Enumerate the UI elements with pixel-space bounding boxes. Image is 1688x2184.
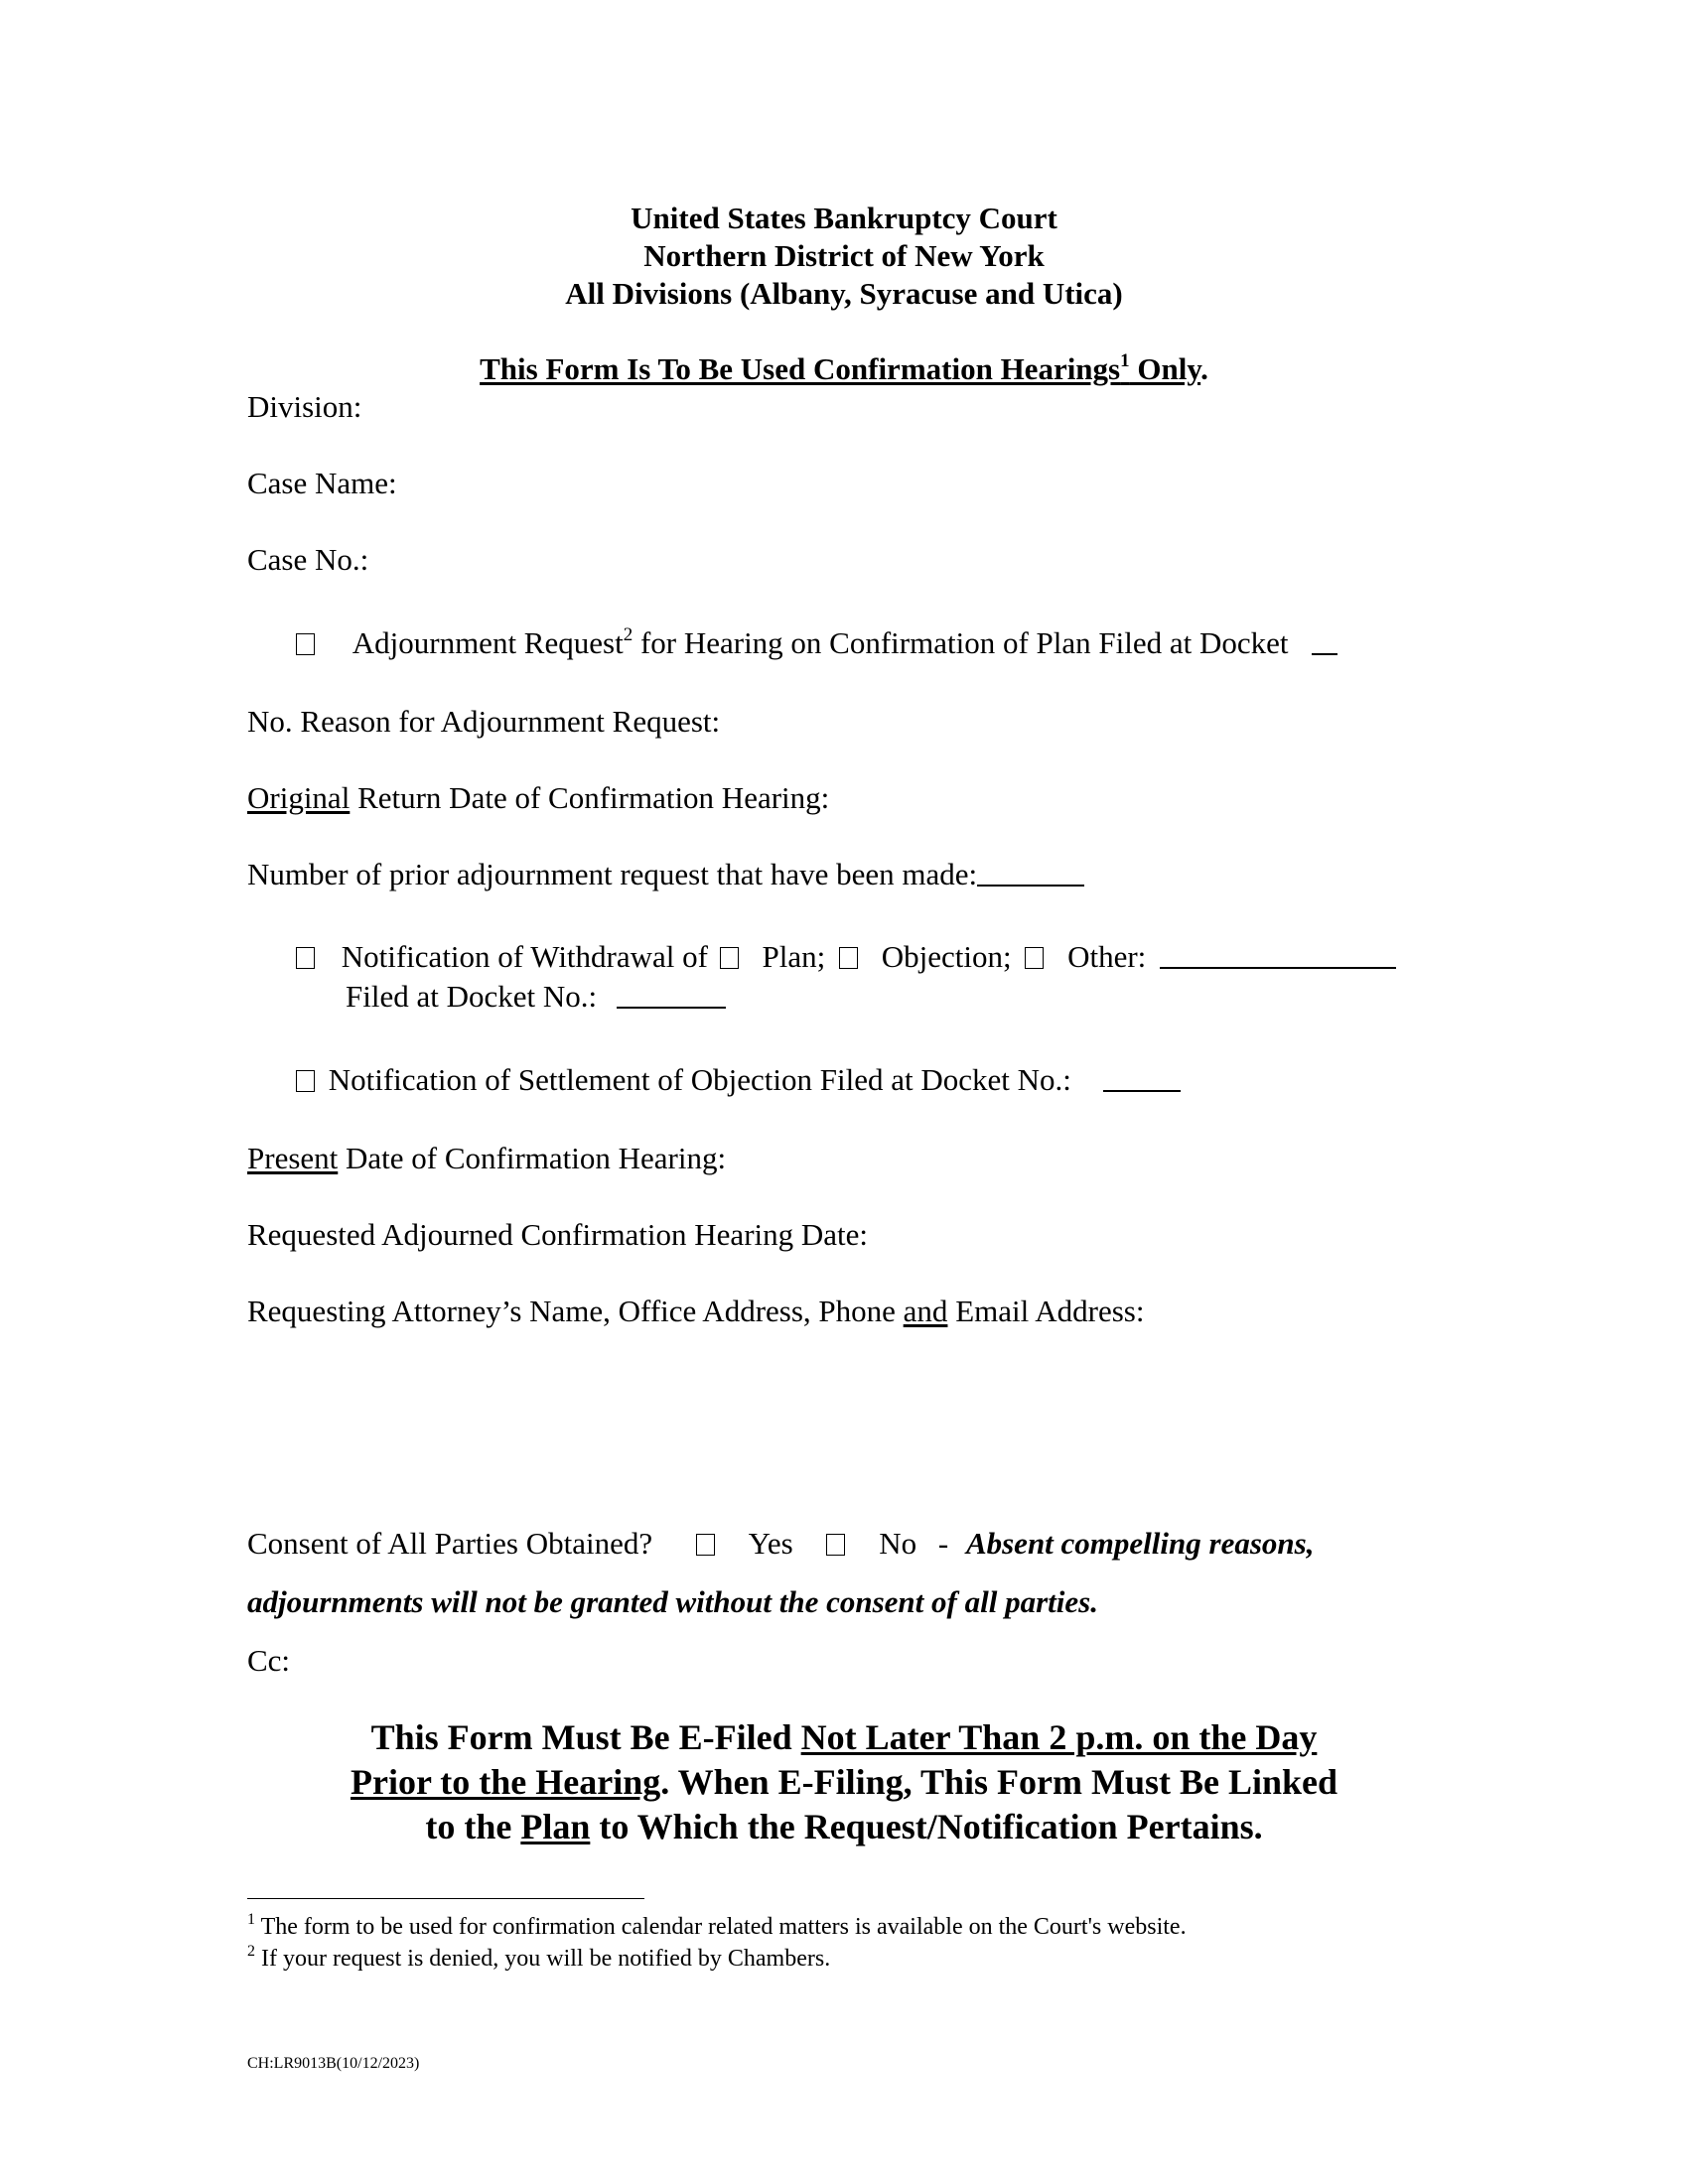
consent-warning-2: adjournments will not be granted without the consent of all parties. [247, 1584, 1098, 1619]
consent-label: Consent of All Parties Obtained? [247, 1526, 653, 1561]
subtitle-underlined [480, 351, 1200, 386]
requested-date-label: Requested Adjourned Confirmation Hearing Date: [247, 1217, 869, 1252]
footnote-ref-1[interactable]: 1 [1120, 350, 1130, 371]
notice-c: Prior to the Hearing [350, 1762, 661, 1802]
withdrawal-docket-row [346, 979, 726, 1015]
consent-no-checkbox[interactable] [826, 1534, 845, 1556]
cc-label: Cc: [247, 1643, 291, 1678]
original-underlined: Original [247, 780, 351, 815]
prior-requests-label: Number of prior adjournment request that have been made: [247, 857, 978, 891]
subtitle-period: . [1200, 351, 1208, 386]
attorney-and: and [903, 1294, 948, 1328]
withdrawal-docket-label: Filed at Docket No.: [346, 979, 598, 1014]
withdrawal-docket-blank[interactable] [617, 983, 726, 1009]
footnote-divider [247, 1898, 644, 1899]
form-code: CH:LR9013B(10/12/2023) [247, 2055, 420, 2072]
plan-label: Plan; [762, 939, 826, 974]
consent-warning-1: Absent compelling reasons, [965, 1526, 1315, 1561]
attorney-info-label [247, 1294, 1144, 1329]
case-name-label: Case Name: [247, 466, 397, 500]
notice-f: Plan [520, 1807, 591, 1846]
docket-blank-line[interactable] [1312, 629, 1337, 655]
footnote-1 [247, 1912, 1187, 1942]
footnote-2 [247, 1944, 830, 1974]
plan-checkbox[interactable] [720, 947, 739, 969]
other-checkbox[interactable] [1025, 947, 1044, 969]
court-name: United States Bankruptcy Court [631, 201, 1057, 235]
settlement-docket-blank[interactable] [1103, 1066, 1181, 1092]
footnote-2-number: 2 [247, 1943, 255, 1960]
footnote-ref-2[interactable]: 2 [623, 624, 633, 645]
present-underlined: Present [247, 1141, 339, 1175]
filing-notice-line-2 [0, 1760, 1688, 1805]
prior-requests-row [247, 857, 1084, 892]
settlement-label: Notification of Settlement of Objection Filed at Docket No.: [328, 1062, 1071, 1097]
original-rest: Return Date of Confirmation Hearing: [350, 780, 830, 815]
filing-notice-line-3 [0, 1805, 1688, 1849]
form-subtitle [0, 351, 1688, 387]
subtitle-part1: This Form Is To Be Used Confirmation Hearings [480, 351, 1121, 386]
adjournment-label-a: Adjournment Request [352, 625, 624, 660]
settlement-row [296, 1062, 1181, 1098]
withdrawal-row [296, 939, 1396, 975]
withdrawal-checkbox[interactable] [296, 947, 315, 969]
attorney-part2: Email Address: [947, 1294, 1145, 1328]
present-rest: Date of Confirmation Hearing: [338, 1141, 727, 1175]
consent-row [247, 1526, 1314, 1562]
notice-g: to Which the Request/Notification Pertains. [590, 1807, 1263, 1846]
reason-label: No. Reason for Adjournment Request: [247, 704, 721, 739]
filing-notice-line-1 [0, 1715, 1688, 1760]
original-return-date-label [247, 780, 829, 816]
footnote-2-text: If your request is denied, you will be notified by Chambers. [255, 1946, 831, 1972]
consent-dash: - [937, 1526, 949, 1561]
consent-no-label: No [879, 1526, 917, 1561]
withdrawal-label: Notification of Withdrawal of [341, 939, 708, 974]
notice-e: to the [425, 1807, 521, 1846]
notice-b: Not Later Than 2 p.m. on the Day [800, 1717, 1318, 1757]
consent-yes-label: Yes [748, 1526, 793, 1561]
attorney-part1: Requesting Attorney’s Name, Office Address, Phone [247, 1294, 904, 1328]
consent-yes-checkbox[interactable] [696, 1534, 715, 1556]
notice-d: . When E-Filing, This Form Must Be Linked [660, 1762, 1338, 1802]
footnote-1-number: 1 [247, 1911, 255, 1928]
objection-checkbox[interactable] [839, 947, 858, 969]
objection-label: Objection; [881, 939, 1012, 974]
subtitle-part2: Only [1129, 351, 1201, 386]
other-blank-line[interactable] [1160, 943, 1396, 969]
settlement-checkbox[interactable] [296, 1070, 315, 1092]
adjournment-label-b: for Hearing on Confirmation of Plan Filed at Docket [633, 625, 1289, 660]
division-label: Division: [247, 389, 362, 424]
adjournment-request-row [296, 625, 1337, 661]
notice-a: This Form Must Be E-Filed [370, 1717, 801, 1757]
adjournment-checkbox[interactable] [296, 633, 315, 655]
footnote-1-text: The form to be used for confirmation calendar related matters is available on the Court's website. [255, 1914, 1187, 1940]
divisions-line: All Divisions (Albany, Syracuse and Utica) [565, 276, 1123, 311]
other-label: Other: [1067, 939, 1147, 974]
present-date-label [247, 1141, 726, 1176]
prior-requests-blank[interactable] [977, 861, 1084, 887]
district-name: Northern District of New York [643, 238, 1045, 273]
case-no-label: Case No.: [247, 542, 369, 577]
